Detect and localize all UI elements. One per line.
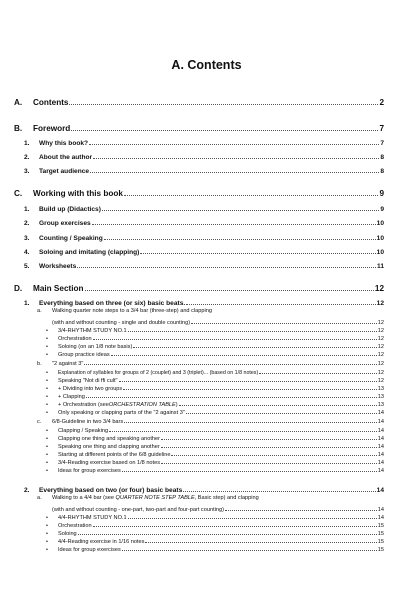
subentry-line2: (with and without counting - one-part, two-part and four-part counting) — [52, 507, 224, 513]
dot-leader — [93, 157, 379, 159]
bullet-icon: • — [46, 452, 48, 458]
dot-leader — [77, 266, 376, 268]
page-number: 12 — [376, 300, 384, 307]
toc-section-c[interactable] — [14, 188, 384, 198]
bullet-icon: • — [46, 468, 48, 474]
toc-entry-working-4[interactable] — [24, 246, 384, 256]
entry-title: Target audience — [39, 168, 90, 175]
page-number: 12 — [377, 328, 384, 334]
page-number: 14 — [377, 507, 384, 513]
subentry-letter: a. — [37, 495, 42, 501]
page-number: 10 — [376, 220, 384, 227]
section-number: A. — [14, 98, 23, 107]
bullet-text: Ideas for group exercises — [58, 468, 121, 474]
toc-entry-foreword-3[interactable] — [24, 165, 384, 175]
bullet-icon: • — [46, 460, 48, 466]
bullet-text: Orchestration — [58, 523, 92, 529]
toc-entry-main-2[interactable] — [24, 484, 384, 494]
section-number: C. — [14, 189, 23, 198]
dot-leader — [111, 354, 377, 356]
toc-entry-working-2[interactable] — [24, 217, 384, 227]
bullet-icon: • — [46, 539, 48, 545]
page-number: 14 — [377, 515, 384, 521]
bullet-icon: • — [46, 352, 48, 358]
page-number: 14 — [377, 460, 384, 466]
page-number: 8 — [380, 154, 384, 161]
subentry-line1 — [52, 495, 259, 501]
page-number: 14 — [377, 444, 384, 450]
bullet-text: 4/4-Reading exercise in 1/16 notes — [58, 539, 145, 545]
entry-title: Soloing and imitating (clapping) — [39, 249, 140, 256]
bullet-text: Only speaking or clapping parts of the "2 against 3" — [58, 410, 185, 416]
bullet-icon: • — [46, 523, 48, 529]
bullet-text: 3/4-Reading exercise based on 1/8 notes — [58, 460, 160, 466]
bullet-icon: • — [46, 370, 48, 376]
subentry-line1-italic: QUARTER NOTE STEP TABLE — [115, 495, 195, 501]
subentry-line1-end: , Basic step) and clapping — [194, 495, 259, 501]
bullet-icon: • — [46, 436, 48, 442]
dot-leader — [124, 194, 379, 196]
toc-entry-foreword-1[interactable] — [24, 137, 384, 147]
page-number: 11 — [377, 263, 384, 270]
section-title: Contents — [33, 98, 69, 107]
page-number: 12 — [377, 336, 384, 342]
page-number: 12 — [377, 370, 384, 376]
bullet-icon: • — [46, 386, 48, 392]
page-number: 2 — [379, 98, 384, 107]
page-number: 12 — [377, 320, 384, 326]
dot-leader — [85, 289, 374, 291]
bullet-icon: • — [46, 344, 48, 350]
page-number: 8 — [380, 168, 384, 175]
bullet-icon: • — [46, 547, 48, 553]
page-number: 10 — [376, 249, 384, 256]
bullet-text: Speaking one thing and clapping another — [58, 444, 160, 450]
dot-leader — [183, 490, 375, 492]
bullet-text: Clapping / Speaking — [58, 428, 109, 434]
subentry-title: "2 against 3" — [52, 361, 84, 367]
dot-leader — [84, 363, 376, 365]
entry-title: Worksheets — [39, 263, 77, 270]
entry-number: 4. — [24, 249, 30, 256]
section-number: D. — [14, 284, 23, 293]
bullet-text: Ideas for group exercises — [58, 547, 121, 553]
subentry-line1-start: Walking to a 4/4 bar (see — [52, 495, 116, 501]
entry-number: 2. — [24, 220, 30, 227]
entry-number: 5. — [24, 263, 30, 270]
entry-number: 2. — [24, 154, 30, 161]
bullet-text: + Orchestration (see — [58, 402, 109, 408]
dot-leader — [71, 129, 378, 131]
page-number: 9 — [379, 189, 384, 198]
page-number: 12 — [374, 284, 384, 293]
bullet-text: Speaking "Not di ffi cult" — [58, 378, 118, 384]
page-number: 7 — [379, 124, 384, 133]
dot-leader — [186, 303, 375, 305]
bullet-icon: • — [46, 378, 48, 384]
page-number: 13 — [377, 394, 384, 400]
toc-entry-main-1[interactable] — [24, 297, 384, 307]
dot-leader — [140, 252, 375, 254]
bullet-text: Group practice ideas — [58, 352, 110, 358]
bullet-icon: • — [46, 336, 48, 342]
bullet-text: Soloing — [58, 531, 77, 537]
bullet-text: Soloing (on an 1/8 note basis) — [58, 344, 133, 350]
bullet-text: Orchestration — [58, 336, 92, 342]
dot-leader — [92, 223, 376, 225]
page-title: A. Contents — [171, 58, 242, 72]
dot-leader — [104, 238, 376, 240]
page-number: 15 — [377, 523, 384, 529]
entry-title: Group exercises — [39, 220, 91, 227]
toc-section-a[interactable] — [14, 97, 384, 107]
entry-number: 2. — [24, 487, 30, 494]
page-number: 14 — [376, 487, 384, 494]
subentry-letter: a. — [37, 308, 42, 314]
dot-leader — [69, 103, 378, 105]
page-number: 13 — [377, 402, 384, 408]
toc-entry-working-3[interactable] — [24, 232, 384, 242]
toc-bullet-item[interactable] — [46, 464, 384, 474]
bullet-text: + Dividing into two groups — [58, 386, 123, 392]
section-title: Working with this book — [33, 189, 123, 198]
entry-title: Everything based on three (or six) basic beats. — [39, 300, 186, 307]
entry-title: Everything based on two (or four) basic beats — [39, 487, 183, 494]
toc-entry-foreword-2[interactable] — [24, 151, 384, 161]
section-title: Main Section — [33, 284, 84, 293]
bullet-text: 3/4-RHYTHM STUDY NO.1 — [58, 328, 127, 334]
subentry-line1: Walking quarter note steps to a 3/4 bar (three-step) and clapping — [52, 308, 212, 314]
toc-entry-working-5[interactable] — [24, 260, 384, 270]
entry-title: About the author — [39, 154, 93, 161]
bullet-text: Clapping one thing and speaking another — [58, 436, 161, 442]
page-number: 15 — [377, 531, 384, 537]
page-number: 14 — [377, 468, 384, 474]
bullet-text: 4/4-RHYTHM STUDY NO.1 — [58, 515, 127, 521]
subentry-title: 6/8-Guideline in two 3/4 bars — [52, 419, 124, 425]
entry-number: 3. — [24, 235, 30, 242]
page-number: 12 — [377, 378, 384, 384]
entry-number: 1. — [24, 300, 30, 307]
dot-leader — [122, 549, 377, 551]
page-number: 7 — [380, 140, 384, 147]
bullet-icon: • — [46, 444, 48, 450]
bullet-text-italic: ORCHESTRATION TABLE — [108, 402, 176, 408]
toc-entry-working-1[interactable] — [24, 203, 384, 213]
page-number: 12 — [377, 352, 384, 358]
toc-section-d[interactable] — [14, 283, 384, 293]
bullet-text: Starting at different points of the 6/8 guideline — [58, 452, 171, 458]
bullet-icon: • — [46, 402, 48, 408]
page-number: 15 — [377, 539, 384, 545]
toc-section-b[interactable] — [14, 123, 384, 133]
page-number: 14 — [377, 419, 384, 425]
page-number: 14 — [377, 410, 384, 416]
page-number: 14 — [377, 436, 384, 442]
dot-leader — [90, 171, 379, 173]
bullet-text: + Clapping — [58, 394, 85, 400]
dot-leader — [102, 209, 379, 211]
subentry-letter: b. — [37, 361, 42, 367]
dot-leader — [89, 143, 379, 145]
dot-leader — [124, 421, 377, 423]
bullet-icon: • — [46, 328, 48, 334]
page-number: 9 — [380, 206, 384, 213]
toc-bullet-item[interactable] — [46, 543, 384, 553]
page-number: 13 — [377, 386, 384, 392]
bullet-icon: • — [46, 531, 48, 537]
entry-title: Build up (Didactics) — [39, 206, 101, 213]
bullet-icon: • — [46, 515, 48, 521]
entry-title: Counting / Speaking — [39, 235, 103, 242]
page-number: 12 — [377, 361, 384, 367]
section-title: Foreword — [33, 124, 71, 133]
bullet-icon: • — [46, 410, 48, 416]
bullet-icon: • — [46, 394, 48, 400]
entry-title: Why this book? — [39, 140, 89, 147]
section-number: B. — [14, 124, 23, 133]
subentry-letter: c. — [37, 419, 42, 425]
entry-number: 1. — [24, 206, 30, 213]
bullet-text: Explanation of syllables for groups of 2 (couplet) and 3 (triplet)... (based on 1/8 notes) — [58, 370, 259, 376]
dot-leader — [186, 412, 377, 414]
page-number: 10 — [376, 235, 384, 242]
page-number: 12 — [377, 344, 384, 350]
page-number: 14 — [377, 452, 384, 458]
page-number: 14 — [377, 428, 384, 434]
page-number: 15 — [377, 547, 384, 553]
entry-number: 1. — [24, 140, 30, 147]
dot-leader — [122, 470, 377, 472]
bullet-text-after: ) — [175, 402, 178, 408]
bullet-icon: • — [46, 428, 48, 434]
entry-number: 3. — [24, 168, 30, 175]
subentry-line2: (with and without counting - single and double counting) — [52, 320, 191, 326]
